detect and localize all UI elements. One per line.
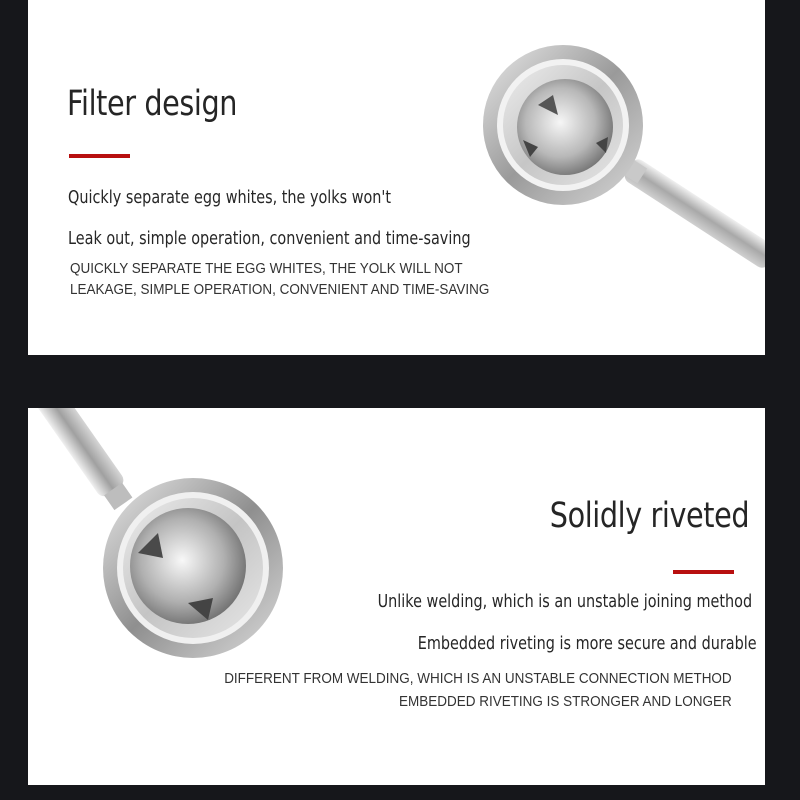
panel-title: Solidly riveted <box>549 496 749 536</box>
caps-line: DIFFERENT FROM WELDING, WHICH IS AN UNSTABLE CONNECTION METHOD <box>224 671 732 687</box>
egg-separator-spoon-icon <box>468 35 765 295</box>
egg-separator-spoon-icon <box>28 408 288 668</box>
caps-line: QUICKLY SEPARATE THE EGG WHITES, THE YOLK WILL NOT <box>70 261 463 277</box>
caps-line: LEAKAGE, SIMPLE OPERATION, CONVENIENT AND TIME-SAVING <box>70 282 490 298</box>
subtitle-line: Leak out, simple operation, convenient and time-saving <box>68 228 471 249</box>
feature-panel-solidly-riveted <box>28 408 765 785</box>
accent-divider <box>69 154 130 158</box>
subtitle-line: Unlike welding, which is an unstable joining method <box>377 591 752 612</box>
feature-panel-filter-design <box>28 0 765 355</box>
panel-title: Filter design <box>67 84 238 124</box>
caps-line: EMBEDDED RIVETING IS STRONGER AND LONGER <box>399 694 732 710</box>
accent-divider <box>673 570 734 574</box>
subtitle-line: Embedded riveting is more secure and durable <box>418 633 757 654</box>
subtitle-line: Quickly separate egg whites, the yolks won't <box>68 187 392 208</box>
